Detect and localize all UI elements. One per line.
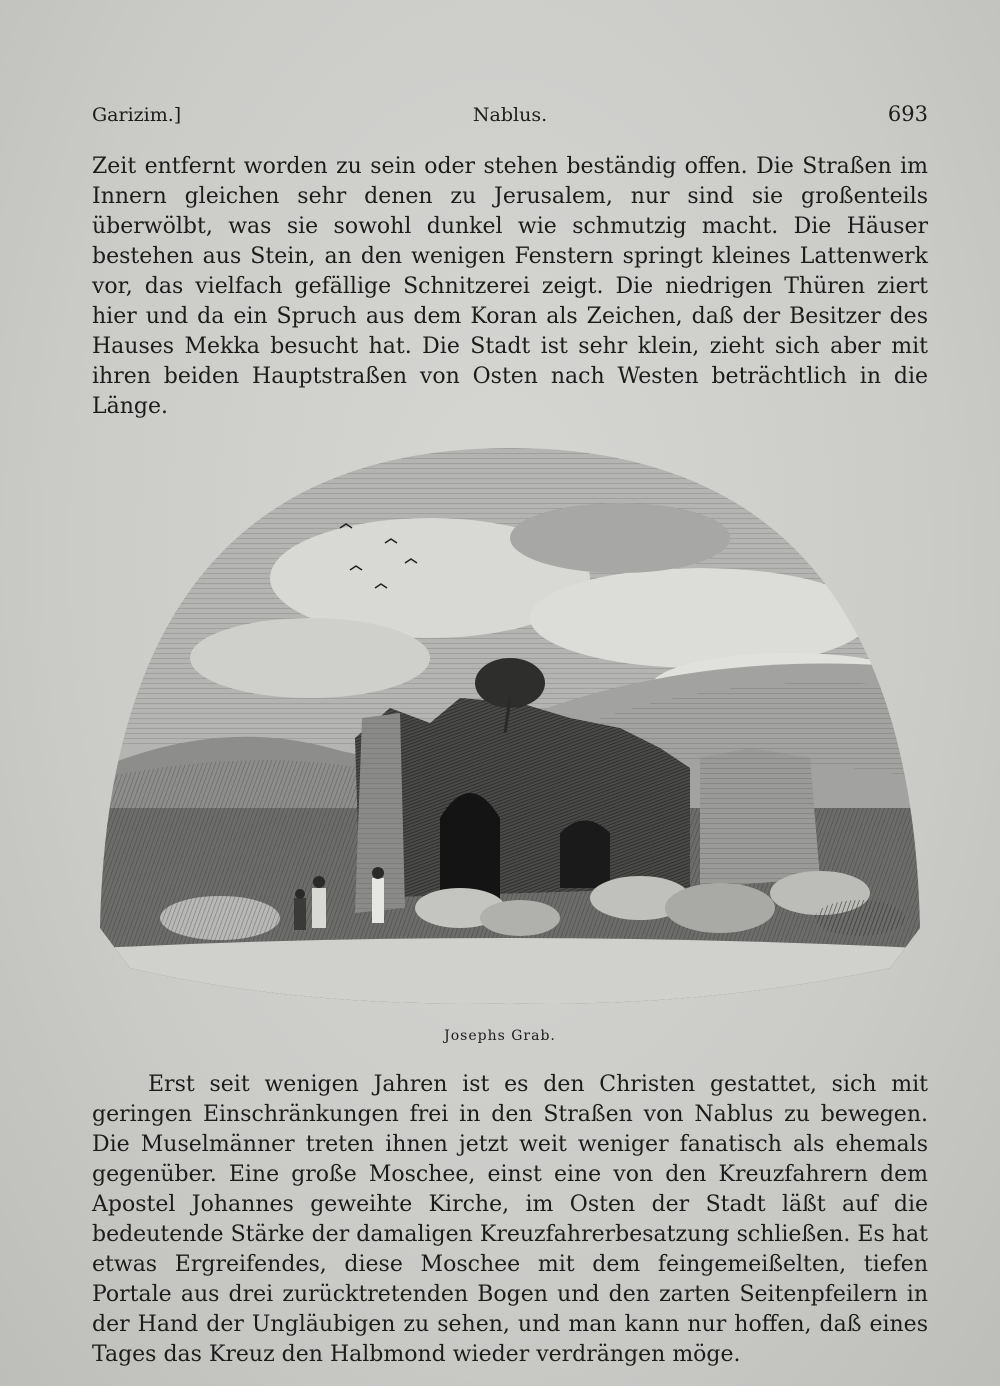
running-head-left: Garizim.] — [92, 104, 182, 126]
figure-caption: Josephs Grab. — [444, 1028, 556, 1044]
paragraph-top — [92, 152, 928, 422]
engraving-illustration — [100, 448, 920, 1008]
running-head — [92, 100, 928, 130]
paragraph-text: Zeit entfernt worden zu sein oder stehen beständig offen. Die Straßen im Innern gleichen sehr denen zu Jerusalem, nur sind sie großenteils überwölbt, was sie sowohl dunkel wie schmutzig macht. Die Häuser bestehen aus Stein, an den wenigen Fenstern springt kleines Lattenwerk vor, das vielfach gefällige Schnitzerei zeigt. Die niedrigen Thüren ziert hier und da ein Spruch aus dem Koran als Zeichen, daß der Besitzer des Hauses Mekka besucht hat. Die Stadt ist sehr klein, zieht sich aber mit ihren beiden Hauptstraßen von Osten nach Westen beträchtlich in die Länge. — [92, 154, 928, 419]
paragraph-text: Erst seit wenigen Jahren ist es den Christen gestattet, sich mit geringen Einschränkungen frei in den Straßen von Nablus zu bewegen. Die Muselmänner treten ihnen jetzt weit weniger fanatisch als ehemals gegenüber. Eine große Moschee, einst eine von den Kreuzfahrern dem Apostel Johannes geweihte Kirche, im Osten der Stadt läßt auf die bedeutende Stärke der damaligen Kreuzfahrerbesatzung schließen. Es hat etwas Ergreifendes, diese Moschee mit dem feingemeißelten, tiefen Portale aus drei zurücktretenden Bogen und den zarten Seitenpfeilern in der Hand der Ungläubigen zu sehen, und man kann nur hoffen, daß eines Tages das Kreuz den Halbmond wieder verdrängen möge. — [92, 1072, 928, 1367]
josephs-tomb-engraving — [100, 448, 920, 1008]
running-head-title: Nablus. — [472, 104, 548, 126]
paragraph-bottom — [92, 1070, 928, 1370]
page-number: 693 — [887, 102, 928, 126]
